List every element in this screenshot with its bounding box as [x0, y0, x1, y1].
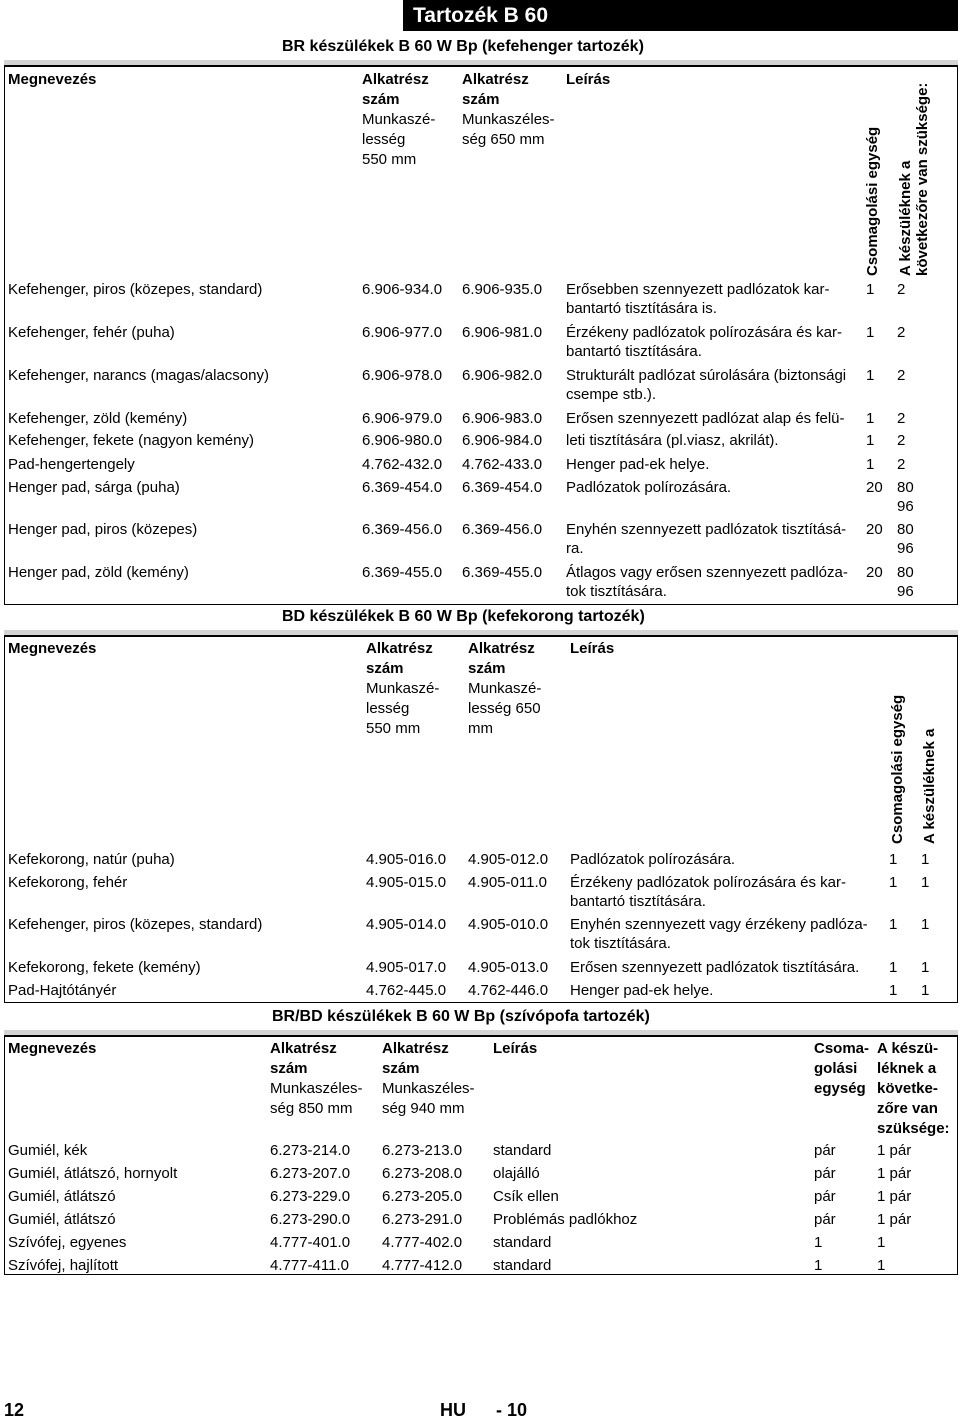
- row-part-number-a: 6.273-207.0: [270, 1165, 351, 1182]
- row-description: Enyhén szennyezett padlózatok tisztításá-: [566, 521, 847, 538]
- row-name: Gumiél, átlátszó, hornyolt: [8, 1165, 178, 1182]
- row-description: bantartó tisztítására.: [570, 893, 706, 910]
- column-header-description: Leírás: [566, 71, 611, 88]
- row-description: leti tisztítására (pl.viasz, akrilát).: [566, 432, 779, 449]
- column-header-part-a: Alkatrész szám Munkaszé- lesség 550 mm: [362, 71, 436, 168]
- row-description: csempe stb.).: [566, 386, 657, 403]
- row-description: olajálló: [493, 1165, 540, 1182]
- row-pack-unit: 1: [889, 916, 898, 933]
- row-part-number-b: 6.369-454.0: [462, 479, 543, 496]
- row-pack-unit: 1: [866, 367, 875, 384]
- row-part-number-b: 4.777-412.0: [382, 1257, 463, 1274]
- row-part-number-b: 6.273-213.0: [382, 1142, 463, 1159]
- row-requirement: 96: [897, 540, 914, 557]
- column-header-pack-unit: Csomagolási egység: [864, 126, 881, 276]
- row-requirement: 1: [877, 1234, 886, 1251]
- row-description: Henger pad-ek helye.: [570, 982, 714, 999]
- row-pack-unit: pár: [814, 1188, 836, 1205]
- row-part-number-b: 6.369-455.0: [462, 564, 543, 581]
- row-requirement: 96: [897, 583, 914, 600]
- row-description: standard: [493, 1257, 552, 1274]
- row-part-number-a: 4.905-015.0: [366, 874, 447, 891]
- row-name: Kefehenger, piros (közepes, standard): [8, 281, 263, 298]
- row-requirement: 2: [897, 281, 906, 298]
- row-requirement: 1: [921, 959, 930, 976]
- row-part-number-a: 4.777-411.0: [270, 1257, 349, 1274]
- language-code: HU: [440, 1400, 466, 1420]
- row-name: Kefehenger, zöld (kemény): [8, 410, 188, 427]
- row-requirement: 2: [897, 410, 906, 427]
- row-name: Kefehenger, fekete (nagyon kemény): [8, 432, 254, 449]
- row-part-number-a: 6.369-456.0: [362, 521, 443, 538]
- row-requirement: 1: [921, 851, 930, 868]
- row-part-number-a: 4.905-014.0: [366, 916, 447, 933]
- row-part-number-b: 4.905-011.0: [468, 874, 547, 891]
- row-part-number-b: 6.369-456.0: [462, 521, 543, 538]
- column-header-pack-unit: Csomagolási egység: [889, 694, 906, 844]
- row-part-number-a: 6.906-934.0: [362, 281, 443, 298]
- row-requirement: 1 pár: [877, 1188, 912, 1205]
- row-name: Gumiél, kék: [8, 1142, 88, 1159]
- row-requirement: 1 pár: [877, 1211, 912, 1228]
- column-header-pack-unit: Csoma- golási egység: [814, 1040, 870, 1097]
- row-requirement: 1: [921, 916, 930, 933]
- row-description: Erősen szennyezett padlózat alap és felü-: [566, 410, 845, 427]
- row-part-number-b: 4.777-402.0: [382, 1234, 463, 1251]
- row-requirement: 96: [897, 498, 914, 515]
- row-name: Szívófej, egyenes: [8, 1234, 127, 1251]
- row-pack-unit: 20: [866, 479, 883, 496]
- row-part-number-a: 6.273-290.0: [270, 1211, 351, 1228]
- row-description: Padlózatok polírozására.: [570, 851, 736, 868]
- row-pack-unit: 1: [866, 410, 875, 427]
- column-header-part-b: Alkatrész szám Munkaszé- lesség 650 mm: [468, 640, 542, 737]
- row-description: Csík ellen: [493, 1188, 559, 1205]
- row-part-number-a: 6.273-229.0: [270, 1188, 351, 1205]
- row-name: Gumiél, átlátszó: [8, 1211, 116, 1228]
- column-header-description: Leírás: [493, 1040, 538, 1057]
- row-part-number-b: 6.273-205.0: [382, 1188, 463, 1205]
- column-header-requirement: A készüléknek a: [921, 728, 938, 844]
- row-requirement: 2: [897, 367, 906, 384]
- row-part-number-b: 6.906-982.0: [462, 367, 543, 384]
- column-header-name: Megnevezés: [8, 640, 97, 657]
- column-header-requirement: A készüléknek a következőre van szüksége:: [897, 82, 931, 276]
- row-pack-unit: 1: [889, 851, 898, 868]
- row-part-number-a: 4.777-401.0: [270, 1234, 351, 1251]
- column-header-requirement: A készü- léknek a követke- zőre van szüksége:: [877, 1040, 950, 1137]
- row-part-number-b: 4.762-433.0: [462, 456, 543, 473]
- row-description: bantartó tisztítására is.: [566, 300, 717, 317]
- row-part-number-a: 6.273-214.0: [270, 1142, 351, 1159]
- row-part-number-a: 6.369-455.0: [362, 564, 443, 581]
- row-pack-unit: pár: [814, 1165, 836, 1182]
- row-description: Padlózatok polírozására.: [566, 479, 732, 496]
- row-name: Pad-Hajtótányér: [8, 982, 117, 999]
- row-part-number-a: 6.906-980.0: [362, 432, 443, 449]
- row-part-number-a: 4.905-016.0: [366, 851, 447, 868]
- row-requirement: 1 pár: [877, 1142, 912, 1159]
- column-header-description: Leírás: [570, 640, 615, 657]
- row-part-number-a: 6.369-454.0: [362, 479, 443, 496]
- row-part-number-b: 4.905-012.0: [468, 851, 549, 868]
- row-requirement: 1: [877, 1257, 886, 1274]
- row-name: Henger pad, zöld (kemény): [8, 564, 189, 581]
- row-pack-unit: 1: [866, 432, 875, 449]
- section-title: BR/BD készülékek B 60 W Bp (szívópofa tartozék): [272, 1008, 650, 1025]
- row-name: Kefehenger, fehér (puha): [8, 324, 175, 341]
- row-pack-unit: 20: [866, 521, 883, 538]
- row-part-number-a: 4.762-432.0: [362, 456, 443, 473]
- column-header-part-a: Alkatrész szám Munkaszé- lesség 550 mm: [366, 640, 440, 737]
- row-requirement: 80: [897, 521, 914, 538]
- row-pack-unit: 1: [889, 982, 898, 999]
- row-pack-unit: 20: [866, 564, 883, 581]
- row-requirement: 1 pár: [877, 1165, 912, 1182]
- row-description: Henger pad-ek helye.: [566, 456, 710, 473]
- row-name: Kefekorong, natúr (puha): [8, 851, 175, 868]
- row-requirement: 2: [897, 456, 906, 473]
- row-part-number-a: 4.905-017.0: [366, 959, 447, 976]
- row-name: Pad-hengertengely: [8, 456, 135, 473]
- row-part-number-b: 6.906-983.0: [462, 410, 543, 427]
- row-part-number-a: 6.906-977.0: [362, 324, 443, 341]
- row-pack-unit: pár: [814, 1142, 836, 1159]
- row-description: Strukturált padlózat súrolására (biztonsági: [566, 367, 847, 384]
- row-pack-unit: 1: [866, 281, 875, 298]
- row-part-number-b: 6.273-208.0: [382, 1165, 463, 1182]
- section-title: BD készülékek B 60 W Bp (kefekorong tartozék): [282, 608, 645, 625]
- row-requirement: 1: [921, 982, 930, 999]
- row-description: Erősen szennyezett padlózatok tisztítására.: [570, 959, 860, 976]
- row-part-number-b: 6.906-984.0: [462, 432, 543, 449]
- row-requirement: 2: [897, 324, 906, 341]
- row-name: Kefehenger, narancs (magas/alacsony): [8, 367, 269, 384]
- row-name: Gumiél, átlátszó: [8, 1188, 116, 1205]
- row-part-number-b: 4.905-010.0: [468, 916, 549, 933]
- row-pack-unit: 1: [866, 456, 875, 473]
- row-description: Enyhén szennyezett vagy érzékeny padlóza-: [570, 916, 868, 933]
- row-description: Érzékeny padlózatok polírozására és kar-: [566, 324, 842, 341]
- page-reference: - 10: [496, 1400, 528, 1420]
- row-description: standard: [493, 1142, 552, 1159]
- row-name: Szívófej, hajlított: [8, 1257, 119, 1274]
- row-name: Kefehenger, piros (közepes, standard): [8, 916, 263, 933]
- row-name: Kefekorong, fehér: [8, 874, 128, 891]
- row-pack-unit: 1: [814, 1234, 823, 1251]
- row-description: Átlagos vagy erősen szennyezett padlóza-: [566, 564, 848, 581]
- row-pack-unit: 1: [814, 1257, 823, 1274]
- row-name: Henger pad, piros (közepes): [8, 521, 198, 538]
- row-part-number-a: 6.906-979.0: [362, 410, 443, 427]
- row-description: standard: [493, 1234, 552, 1251]
- row-part-number-a: 4.762-445.0: [366, 982, 447, 999]
- row-description: tok tisztítására.: [566, 583, 667, 600]
- row-description: ra.: [566, 540, 584, 557]
- row-requirement: 1: [921, 874, 930, 891]
- column-header-part-b: Alkatrész szám Munkaszéles- ség 940 mm: [382, 1040, 475, 1117]
- row-description: Erősebben szennyezett padlózatok kar-: [566, 281, 830, 298]
- row-part-number-b: 4.762-446.0: [468, 982, 549, 999]
- row-part-number-b: 4.905-013.0: [468, 959, 549, 976]
- row-pack-unit: 1: [889, 959, 898, 976]
- section-title: BR készülékek B 60 W Bp (kefehenger tartozék): [282, 38, 644, 55]
- column-header-name: Megnevezés: [8, 1040, 97, 1057]
- page-title-banner: Tartozék B 60: [403, 0, 958, 31]
- row-part-number-b: 6.906-935.0: [462, 281, 543, 298]
- row-description: Problémás padlókhoz: [493, 1211, 638, 1228]
- column-header-name: Megnevezés: [8, 71, 97, 88]
- column-header-part-a: Alkatrész szám Munkaszéles- ség 850 mm: [270, 1040, 363, 1117]
- row-description: tok tisztítására.: [570, 935, 671, 952]
- row-name: Henger pad, sárga (puha): [8, 479, 180, 496]
- row-requirement: 2: [897, 432, 906, 449]
- row-requirement: 80: [897, 479, 914, 496]
- row-part-number-b: 6.906-981.0: [462, 324, 543, 341]
- row-pack-unit: pár: [814, 1211, 836, 1228]
- row-part-number-a: 6.906-978.0: [362, 367, 443, 384]
- row-description: bantartó tisztítására.: [566, 343, 702, 360]
- page-number: 12: [4, 1400, 25, 1420]
- row-part-number-b: 6.273-291.0: [382, 1211, 463, 1228]
- row-name: Kefekorong, fekete (kemény): [8, 959, 201, 976]
- row-pack-unit: 1: [866, 324, 875, 341]
- row-pack-unit: 1: [889, 874, 898, 891]
- row-description: Érzékeny padlózatok polírozására és kar-: [570, 874, 846, 891]
- row-requirement: 80: [897, 564, 914, 581]
- column-header-part-b: Alkatrész szám Munkaszéles- ség 650 mm: [462, 71, 555, 148]
